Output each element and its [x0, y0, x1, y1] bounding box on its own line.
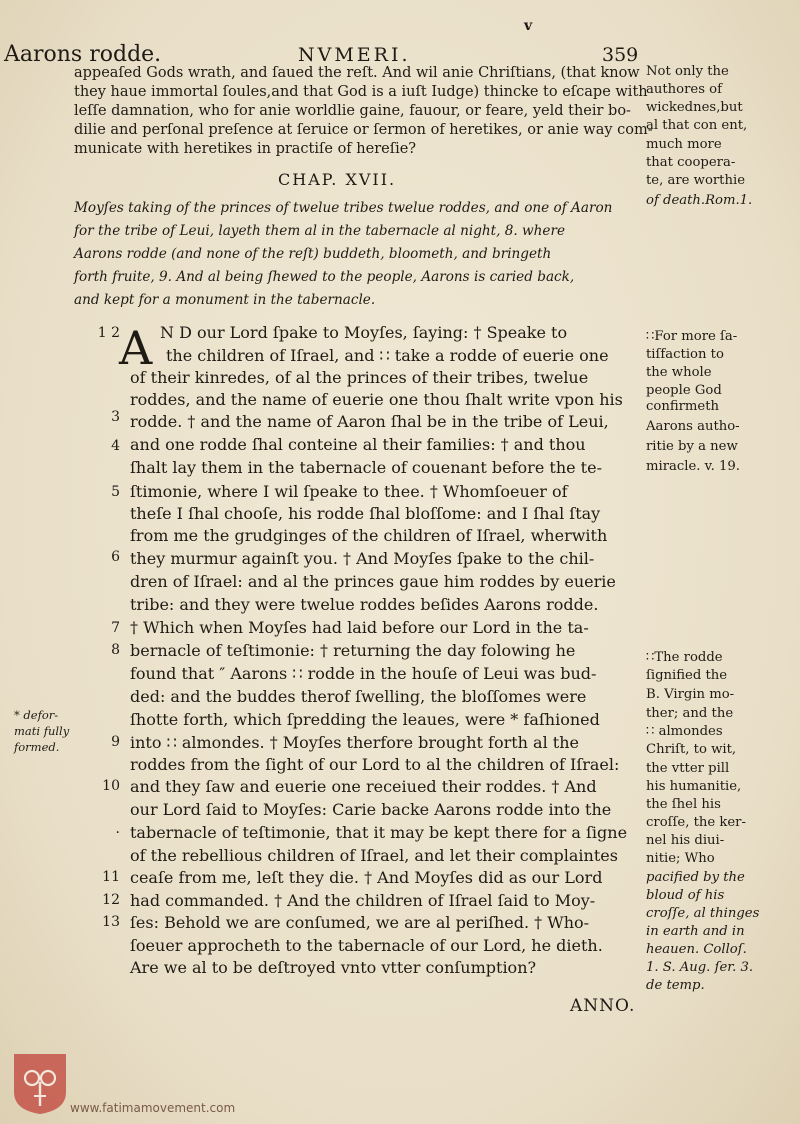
verse-number: 1 2: [97, 325, 120, 341]
margin-note-line: Chriſt, to wit,: [646, 742, 737, 757]
margin-note-line: in earth and in: [646, 924, 745, 939]
left-margin-note: [14, 707, 69, 755]
body-line: ceaſe from me, leſt they die. † And Moyſes did as our Lord: [130, 868, 603, 887]
body-line: had commanded. † And the children of Iſrael ſaid to Moy-: [130, 891, 596, 910]
left-note-line: formed.: [14, 740, 60, 754]
margin-note-line: Not only the: [646, 64, 729, 79]
margin-note-line: ſignified the: [646, 668, 728, 683]
body-line: ſhalt lay them in the tabernacle of couenant before the te-: [130, 458, 602, 477]
left-note-line: mati fully: [14, 724, 70, 738]
margin-note-line: confirmeth: [646, 399, 720, 414]
body-line: into ∷ almondes. † Moyſes therfore brought forth al the: [130, 733, 579, 752]
watermark-url: www.fatimamovement.com: [70, 1101, 236, 1115]
body-line: † Which when Moyſes had laid before our Lord in the ta-: [130, 618, 589, 637]
margin-note-line: miracle. v. 19.: [646, 459, 740, 474]
margin-note-line: nel his diui-: [646, 833, 725, 848]
margin-note-line: the vtter pill: [646, 761, 730, 776]
margin-note-line: croſſe, al thinges: [646, 906, 760, 921]
argument-line: Moyſes taking of the princes of twelue tribes twelue roddes, and one of Aaron: [74, 200, 613, 216]
intro-line: appeaſed Gods wrath, and ſaued the reſt. And wil anie Chriſtians, (that know: [74, 65, 640, 81]
body-line: our Lord ſaid to Moyſes: Carie backe Aarons rodde into the: [130, 800, 612, 819]
argument-line: for the tribe of Leui, layeth them al in the tabernacle al night, 8. where: [74, 223, 566, 239]
margin-note-line: te, are worthie: [646, 173, 745, 188]
margin-note-line: heauen. Colloſ.: [646, 942, 747, 957]
margin-note-line: pacified by the: [646, 870, 745, 885]
verse-number: 6: [111, 549, 120, 565]
margin-note-line: ∷For more ſa-: [646, 329, 738, 344]
margin-note-line: much more: [646, 137, 722, 152]
verse-number: 9: [111, 734, 120, 750]
margin-note-line: 1. S. Aug. ſer. 3.: [646, 960, 754, 975]
fatima-logo-icon: [12, 1052, 68, 1116]
margin-note-line: people God: [646, 383, 722, 398]
margin-note-line: authores of: [646, 82, 722, 97]
body-line: ſes: Behold we are conſumed, we are al periſhed. † Who-: [130, 913, 590, 932]
body-line: and they ſaw and euerie one receiued their roddes. † And: [130, 777, 597, 796]
margin-note-line: that coopera-: [646, 155, 736, 170]
margin-note-line: ritie by a new: [646, 439, 738, 454]
margin-note-line: wickednes,but: [646, 100, 743, 115]
body-line: dren of Iſrael: and al the princes gaue him roddes by euerie: [130, 572, 616, 591]
verse-number: 13: [102, 914, 120, 930]
body-line: ſhotte forth, which ſpredding the leaues, were * faſhioned: [130, 710, 600, 729]
intro-line: leſſe damnation, who for anie worldlie gaine, fauour, or feare, yeld their bo-: [74, 103, 631, 119]
margin-note-line: ∷The rodde: [646, 650, 723, 665]
body-line: ſoeuer approcheth to the tabernacle of our Lord, he dieth.: [130, 936, 603, 955]
margin-note-line: ∷ almondes: [646, 724, 723, 739]
left-note-line: * defor-: [14, 708, 59, 722]
margin-note-line: his humanitie,: [646, 779, 742, 794]
body-line: the children of Iſrael, and ∷ take a rodde of euerie one: [166, 346, 609, 365]
chapter-title: CHAP. XVII.: [278, 170, 397, 189]
body-line: they murmur againſt you. † And Moyſes ſpake to the chil-: [130, 549, 595, 568]
body-line: ded: and the buddes therof ſwelling, the bloſſomes were: [130, 687, 587, 706]
margin-note-line: of death.Rom.1.: [646, 193, 753, 208]
page-number: 359: [602, 44, 639, 66]
verse-number: 10: [102, 778, 120, 794]
body-line: and one rodde ſhal conteine al their families: † and thou: [130, 435, 586, 454]
body-line: from me the grudginges of the children of Iſrael, wherwith: [130, 526, 608, 545]
body-line: N D our Lord ſpake to Moyſes, ſaying: † Speake to: [160, 323, 568, 342]
margin-note-line: B. Virgin mo-: [646, 687, 735, 702]
body-line: of their kinredes, of al the princes of their tribes, twelue: [130, 368, 589, 387]
intro-line: dilie and perſonal preſence at ſeruice or ſermon of heretikes, or anie way com-: [74, 122, 653, 138]
body-line: roddes from the ſight of our Lord to al the children of Iſrael:: [130, 755, 620, 774]
margin-note-line: croſſe, the ker-: [646, 815, 746, 830]
running-title-left: Aarons rodde.: [4, 42, 162, 67]
verse-number: 8: [111, 642, 120, 658]
argument-line: Aarons rodde (and none of the reſt) buddeth, bloometh, and bringeth: [74, 246, 552, 262]
margin-note-line: nitie; Who: [646, 851, 715, 866]
signature-mark: v: [524, 18, 533, 34]
body-line: ſtimonie, where I wil ſpeake to thee. † Whomſoeuer of: [130, 482, 568, 501]
margin-note-line: bloud of his: [646, 888, 725, 903]
margin-note-line: the ſhel his: [646, 797, 721, 812]
verse-number: 5: [111, 484, 120, 500]
body-line: tabernacle of teſtimonie, that it may be kept there for a ſigne: [130, 823, 628, 842]
body-line: roddes, and the name of euerie one thou ſhalt write vpon his: [130, 390, 623, 409]
catchword: ANNO.: [570, 996, 636, 1016]
intro-line: they haue immortal ſoules,and that God is a iuſt Iudge) thincke to eſcape with: [74, 84, 648, 100]
drop-cap: A: [119, 321, 153, 375]
argument-line: forth fruite, 9. And al being ſhewed to the people, Aarons is caried back,: [74, 269, 575, 285]
margin-note-line: al that con ent,: [646, 118, 748, 133]
body-line: theſe I ſhal chooſe, his rodde ſhal bloſſome: and I ſhal ſtay: [130, 504, 601, 523]
margin-note-line: ther; and the: [646, 706, 734, 721]
margin-note-line: de temp.: [646, 978, 705, 993]
verse-number: ·: [115, 825, 120, 841]
body-line: Are we al to be deſtroyed vnto vtter conſumption?: [130, 958, 537, 977]
body-line: rodde. † and the name of Aaron ſhal be in the tribe of Leui,: [130, 412, 609, 431]
body-line: of the rebellious children of Iſrael, and let their complaintes: [130, 846, 618, 865]
body-line: tribe: and they were twelue roddes beſides Aarons rodde.: [130, 595, 599, 614]
body-line: found that ″ Aarons ∷ rodde in the houſe of Leui was bud-: [130, 664, 597, 683]
verse-number: 3: [111, 409, 120, 425]
verse-number: 11: [102, 869, 120, 885]
verse-number: 4: [111, 438, 120, 454]
argument-line: and kept for a monument in the tabernacle.: [74, 292, 376, 308]
margin-note-line: Aarons autho-: [646, 419, 740, 434]
margin-note-line: the whole: [646, 365, 712, 380]
verse-number: 12: [102, 892, 120, 908]
verse-number: 7: [111, 620, 120, 636]
body-line: bernacle of teſtimonie: † returning the day folowing he: [130, 641, 576, 660]
margin-note-line: tiſfaction to: [646, 347, 724, 362]
running-title-center: NVMERI.: [298, 44, 411, 66]
intro-line: municate with heretikes in practiſe of hereſie?: [74, 141, 417, 157]
